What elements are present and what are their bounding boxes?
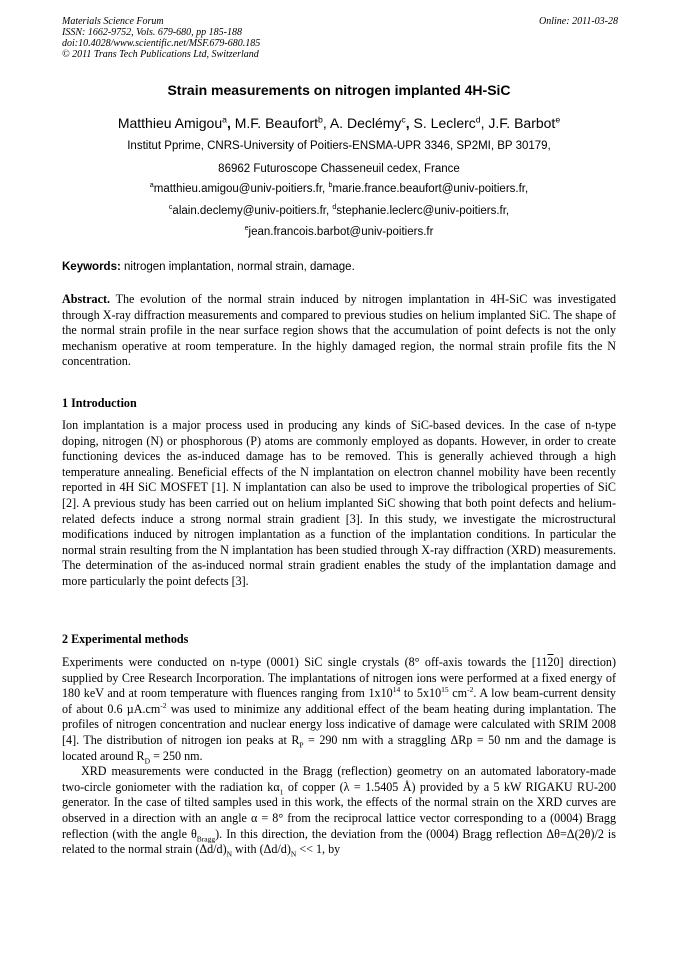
journal-doi: doi:10.4028/www.scientific.net/MSF.679-680.185 bbox=[62, 38, 261, 49]
email-c[interactable]: alain.declemy@univ-poitiers.fr, bbox=[172, 205, 330, 217]
email-sup: a bbox=[149, 181, 154, 190]
methods-paragraph-2: XRD measurements were conducted in the Bragg (reflection) geometry on an automated laboratory-made two-circle goniometer with the radiation $k\alpha_1$ of copper (λ = 1.5405 Å) provided by a 5 kW RIGAKU RU-200 generator. In the case of tilted samples used in this work, the effects of the normal strain on the XRD curves are observed in a direction with an angle α = 8° from the reciprocal lattice vector corresponding to a (0004) Bragg reflection (with the angle $\theta_{Bragg}$). In this direction, the deviation from the (0004) Bragg reflection Δθ=Δ(2θ)/2 is related to the normal strain $(\Delta d/d)_N$ with $(\Delta d/d)_N << 1$, by bbox=[62, 764, 616, 859]
author-sup: e bbox=[555, 114, 561, 125]
email-sup: d bbox=[332, 203, 337, 212]
author-sup: d bbox=[475, 114, 481, 125]
email-e[interactable]: jean.francois.barbot@univ-poitiers.fr bbox=[248, 226, 434, 238]
journal-copyright: © 2011 Trans Tech Publications Ltd, Switzerland bbox=[62, 49, 259, 60]
journal-header bbox=[62, 16, 618, 60]
abstract bbox=[62, 292, 616, 370]
introduction-body bbox=[62, 418, 616, 590]
online-date: Online: 2011-03-28 bbox=[539, 16, 618, 27]
email-line-1 bbox=[0, 183, 678, 195]
email-b[interactable]: marie.france.beaufort@univ-poitiers.fr, bbox=[332, 183, 529, 195]
affiliation-line-2: 86962 Futuroscope Chasseneuil cedex, France bbox=[218, 163, 460, 175]
author-sup: c bbox=[401, 114, 406, 125]
introduction-paragraph: Ion implantation is a major process used in producing any kinds of SiC-based devices. In the case of n-type doping, nitrogen (N) or phosphorous (P) atoms are commonly employed as dopants. However, in order to create functioning devices the as-induced damage has to be removed. This is generally achieved through a high temperature annealing. Beneficial effects of the N implantation on electron channel mobility have been recently reported in 4H SiC MOSFET [1]. N implantation can also be used to improve the tribological properties of SiC [2]. A previous study has been carried out on helium implanted SiC showing that both point defects and helium-related defects induce a strong normal strain gradient [3]. In this study, we investigate the microstructural modifications induced by nitrogen implantation as a function of the implantation conditions. In particular the normal strain resulting from the N implantation has been studied through X-ray diffraction (XRD) measurements. The determination of the as-induced normal strain gradient enables the study of the implantation damage and more particularly the point defects [3]. bbox=[62, 418, 616, 588]
author-name: J.F. Barbot bbox=[488, 115, 556, 131]
author-name: M.F. Beaufort bbox=[234, 115, 318, 131]
author-sup: b bbox=[318, 114, 323, 125]
keywords bbox=[62, 261, 618, 273]
author-list: Matthieu Amigou$^a$, M.F. Beaufort$^b$, A. Declémy$^c$, S. Leclerc$^d$, J.F. Barbot$^e$ bbox=[117, 114, 561, 131]
email-sup: b bbox=[328, 181, 333, 190]
section-heading-methods: 2 Experimental methods bbox=[62, 632, 189, 646]
author-name: S. Leclerc bbox=[413, 115, 476, 131]
abstract-label: Abstract. bbox=[62, 292, 111, 306]
section-heading-introduction: 1 Introduction bbox=[62, 396, 137, 410]
author-name: Matthieu Amigou bbox=[117, 115, 223, 131]
author-sup: a bbox=[222, 114, 227, 125]
email-line-3 bbox=[0, 226, 678, 238]
email-sup: e bbox=[244, 224, 249, 233]
affiliation-line-1: Institut Pprime, CNRS-University of Poitiers-ENSMA-UPR 3346, SP2MI, BP 30179, bbox=[127, 140, 551, 152]
paper-title: Strain measurements on nitrogen implanted 4H-SiC bbox=[167, 82, 511, 98]
email-line-2 bbox=[0, 205, 678, 217]
email-a[interactable]: matthieu.amigou@univ-poitiers.fr, bbox=[153, 183, 326, 195]
journal-issn: ISSN: 1662-9752, Vols. 679-680, pp 185-188 bbox=[62, 27, 242, 38]
methods-paragraph-1: Experiments were conducted on n-type (0001) SiC single crystals (8° off-axis towards the [1120] direction) supplied by Cree Research Incorporation. The implantations of nitrogen ions were performed at a fixed energy of 180 keV and at room temperature with fluences ranging from $1x10^{14}$ to $5x10^{15}$ $cm^{-2}$. A low beam-current density of about 0.6 $\mu A.cm^{-2}$ was used to minimize any additional effect of the beam heating during implantation. The profiles of nitrogen concentration and nuclear energy loss indicative of damage were calculated with SRIM 2008 [4]. The distribution of nitrogen ion peaks at $R_P = 290$ nm with a straggling ΔRp = 50 nm and the damage is located around $R_D = 250$ nm. bbox=[62, 655, 616, 765]
email-d[interactable]: stephanie.leclerc@univ-poitiers.fr, bbox=[336, 205, 510, 217]
keywords-text: nitrogen implantation, normal strain, damage. bbox=[124, 261, 355, 273]
email-sup: c bbox=[168, 203, 173, 212]
overbar-digit: 2 bbox=[547, 655, 554, 669]
abstract-text: The evolution of the normal strain induced by nitrogen implantation in 4H-SiC was investigated through X-ray diffraction measurements and compared to previous studies on helium implanted SiC. The shape of the normal strain profile in the near surface region shows that the accumulation of point defects is not the only mechanism operative at room temperature. In the highly damaged region, the normal strain profile fits the N concentration. bbox=[62, 292, 617, 369]
author-name: A. Declémy bbox=[329, 115, 402, 131]
methods-body bbox=[62, 655, 616, 858]
keywords-label: Keywords: bbox=[62, 261, 121, 273]
journal-name: Materials Science Forum bbox=[62, 16, 164, 27]
